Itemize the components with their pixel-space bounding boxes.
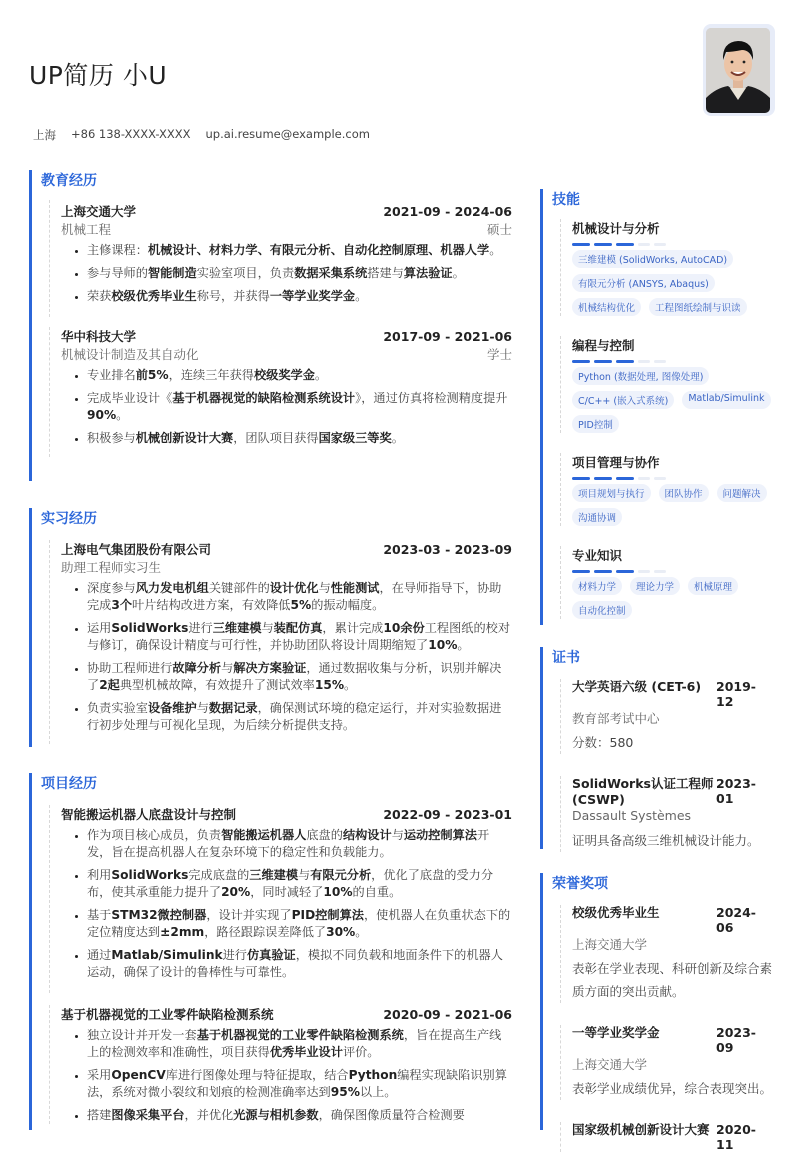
project-name: 智能搬运机器人底盘设计与控制 xyxy=(61,807,237,822)
company-name: 上海电气集团股份有限公司 xyxy=(61,542,212,557)
award-name: 校级优秀毕业生 xyxy=(572,905,660,920)
section-title-certificates: 证书 xyxy=(552,650,580,666)
skill-tag: Matlab/Simulink xyxy=(682,391,770,409)
skill-level-bar xyxy=(572,243,773,246)
degree: 学士 xyxy=(486,347,512,362)
resume-name: UP简历 小U xyxy=(29,61,168,90)
skill-tag: Python (数据处理, 图像处理) xyxy=(572,367,709,385)
section-title-awards: 荣誉奖项 xyxy=(552,876,608,892)
section-title-education: 教育经历 xyxy=(41,173,97,189)
skill-group xyxy=(560,453,773,526)
bullet-item: • 荣获校级优秀毕业生称号，并获得一等学业奖学金。 xyxy=(87,288,512,305)
skill-level-bar xyxy=(572,477,773,480)
bullet-item: • 积极参与机械创新设计大赛，团队项目获得国家级三等奖。 xyxy=(87,430,512,447)
skill-group-name: 项目管理与协作 xyxy=(572,455,660,470)
degree: 硕士 xyxy=(486,222,512,237)
skill-group xyxy=(560,219,773,316)
school-name: 华中科技大学 xyxy=(61,329,137,344)
project-entry xyxy=(49,805,512,993)
bullet-item: • 完成毕业设计《基于机器视觉的缺陷检测系统设计》，通过仿真将检测精度提升90%。 xyxy=(87,390,512,424)
skill-group xyxy=(560,546,773,619)
bullet-list xyxy=(61,1027,512,1124)
certificate-entry xyxy=(560,679,773,754)
skill-tag: 有限元分析 (ANSYS, Abaqus) xyxy=(572,274,715,292)
skill-group xyxy=(560,336,773,433)
bullet-item: • 基于STM32微控制器，设计并实现了PID控制算法，使机器人在负重状态下的定位精度达到±2mm，路径跟踪误差降低了30%。 xyxy=(87,907,512,941)
bullet-list xyxy=(61,580,512,734)
award-date: 2024-06 xyxy=(716,905,756,935)
skill-group-name: 专业知识 xyxy=(572,548,623,563)
skill-tag: 项目规划与执行 xyxy=(572,484,651,502)
skill-tag: 工程图纸绘制与识读 xyxy=(649,298,747,316)
bullet-item: • 主修课程：机械设计、材料力学、有限元分析、自动化控制原理、机器人学。 xyxy=(87,242,512,259)
internship-date: 2023-03 - 2023-09 xyxy=(383,542,512,557)
certificate-desc: 分数：580 xyxy=(572,735,634,750)
bullet-item: • 作为项目核心成员，负责智能搬运机器人底盘的结构设计与运动控制算法开发，旨在提高机器人在复杂环境下的稳定性和负载能力。 xyxy=(87,827,512,861)
avatar xyxy=(703,24,775,116)
section-title-projects: 项目经历 xyxy=(41,776,97,792)
bullet-item: • 利用SolidWorks完成底盘的三维建模与有限元分析，优化了底盘的受力分布，使其承重能力提升了20%，同时减轻了10%的自重。 xyxy=(87,867,512,901)
person-photo-icon xyxy=(706,28,770,113)
certificate-issuer: 教育部考试中心 xyxy=(572,711,660,726)
section-title-internship: 实习经历 xyxy=(41,511,97,527)
school-name: 上海交通大学 xyxy=(61,204,137,219)
bullet-item: • 采用OpenCV库进行图像处理与特征提取，结合Python编程实现缺陷识别算法，系统对微小裂纹和划痕的检测准确率达到95%以上。 xyxy=(87,1067,512,1101)
education-entry xyxy=(49,200,512,317)
bullet-item: • 参与导师的智能制造实验室项目，负责数据采集系统搭建与算法验证。 xyxy=(87,265,512,282)
skill-group-name: 编程与控制 xyxy=(572,338,635,353)
skills-section xyxy=(540,189,773,625)
bullet-item: • 搭建图像采集平台，并优化光源与相机参数，确保图像质量符合检测要 xyxy=(87,1107,512,1124)
certificate-name: 大学英语六级 (CET-6) xyxy=(572,679,702,694)
project-entry xyxy=(49,1005,512,1124)
certificate-date: 2023-01 xyxy=(716,776,756,806)
bullet-list xyxy=(61,367,512,447)
bullet-list xyxy=(61,827,512,981)
skill-tag: 问题解决 xyxy=(717,484,767,502)
contact-phone: +86 138-XXXX-XXXX xyxy=(71,127,191,141)
certificate-issuer: Dassault Systèmes xyxy=(572,808,692,823)
skill-tag: 自动化控制 xyxy=(572,601,632,619)
contact-row xyxy=(33,127,370,143)
avatar-photo xyxy=(706,28,770,113)
skill-tag: 三维建模 (SolidWorks, AutoCAD) xyxy=(572,250,733,268)
project-date: 2022-09 - 2023-01 xyxy=(383,807,512,822)
certificate-desc: 证明具备高级三维机械设计能力。 xyxy=(572,833,760,848)
skill-tag: 沟通协调 xyxy=(572,508,622,526)
award-name: 国家级机械创新设计大赛 xyxy=(572,1122,710,1137)
award-date: 2023-09 xyxy=(716,1025,756,1055)
bullet-list xyxy=(61,242,512,305)
skill-tag: 材料力学 xyxy=(572,577,622,595)
skill-tag: PID控制 xyxy=(572,415,619,433)
education-entry xyxy=(49,327,512,457)
award-desc: 表彰在学业表现、科研创新及综合素质方面的突出贡献。 xyxy=(572,961,773,999)
skill-tag: 机械原理 xyxy=(688,577,738,595)
award-desc: 表彰学业成绩优异，综合表现突出。 xyxy=(572,1081,773,1096)
projects-section xyxy=(29,773,512,1130)
bullet-item: • 运用SolidWorks进行三维建模与装配仿真，累计完成10余份工程图纸的校对与修订，确保设计精度与可行性，并协助团队将设计周期缩短了10%。 xyxy=(87,620,512,654)
skill-level-bar xyxy=(572,570,773,573)
certificate-name: SolidWorks认证工程师 (CSWP) xyxy=(572,776,714,807)
bullet-item: • 通过Matlab/Simulink进行仿真验证，模拟不同负载和地面条件下的机器人运动，确保了设计的鲁棒性与可靠性。 xyxy=(87,947,512,981)
education-date: 2021-09 - 2024-06 xyxy=(383,204,512,219)
skill-group-name: 机械设计与分析 xyxy=(572,221,660,236)
section-title-skills: 技能 xyxy=(552,192,580,208)
bullet-item: • 协助工程师进行故障分析与解决方案验证，通过数据收集与分析，识别并解决了2起典型机械故障，有效提升了测试效率15%。 xyxy=(87,660,512,694)
skill-tag: C/C++ (嵌入式系统) xyxy=(572,391,674,409)
certificates-section xyxy=(540,647,773,849)
bullet-item: • 深度参与风力发电机组关键部件的设计优化与性能测试，在导师指导下，协助完成3个叶片结构改进方案，有效降低5%的振动幅度。 xyxy=(87,580,512,614)
awards-section xyxy=(540,873,773,1152)
skill-tag: 机械结构优化 xyxy=(572,298,641,316)
award-name: 一等学业奖学金 xyxy=(572,1025,660,1040)
contact-location: 上海 xyxy=(33,128,56,142)
certificate-entry xyxy=(560,776,773,852)
major: 机械工程 xyxy=(61,222,112,237)
skill-level-bar xyxy=(572,360,773,363)
award-entry xyxy=(560,905,773,1003)
internship-entry xyxy=(49,540,512,744)
internship-section xyxy=(29,508,512,747)
award-issuer: 上海交通大学 xyxy=(572,937,648,952)
award-entry xyxy=(560,1122,773,1152)
award-date: 2020-11 xyxy=(716,1122,756,1152)
bullet-item: • 独立设计并开发一套基于机器视觉的工业零件缺陷检测系统，旨在提高生产线上的检测效率和准确性，项目获得优秀毕业设计评价。 xyxy=(87,1027,512,1061)
award-issuer: 上海交通大学 xyxy=(572,1057,648,1072)
skill-tag: 团队协作 xyxy=(659,484,709,502)
bullet-item: • 专业排名前5%，连续三年获得校级奖学金。 xyxy=(87,367,512,384)
certificate-date: 2019-12 xyxy=(716,679,756,709)
major: 机械设计制造及其自动化 xyxy=(61,347,199,362)
skill-tag: 理论力学 xyxy=(630,577,680,595)
education-date: 2017-09 - 2021-06 xyxy=(383,329,512,344)
project-name: 基于机器视觉的工业零件缺陷检测系统 xyxy=(61,1007,274,1022)
award-entry xyxy=(560,1025,773,1100)
project-date: 2020-09 - 2021-06 xyxy=(383,1007,512,1022)
education-section xyxy=(29,170,512,481)
role: 助理工程师实习生 xyxy=(61,560,162,575)
bullet-item: • 负责实验室设备维护与数据记录，确保测试环境的稳定运行，并对实验数据进行初步处理与可视化呈现，为后续分析提供支持。 xyxy=(87,700,512,734)
contact-email[interactable]: up.ai.resume@example.com xyxy=(205,127,370,141)
